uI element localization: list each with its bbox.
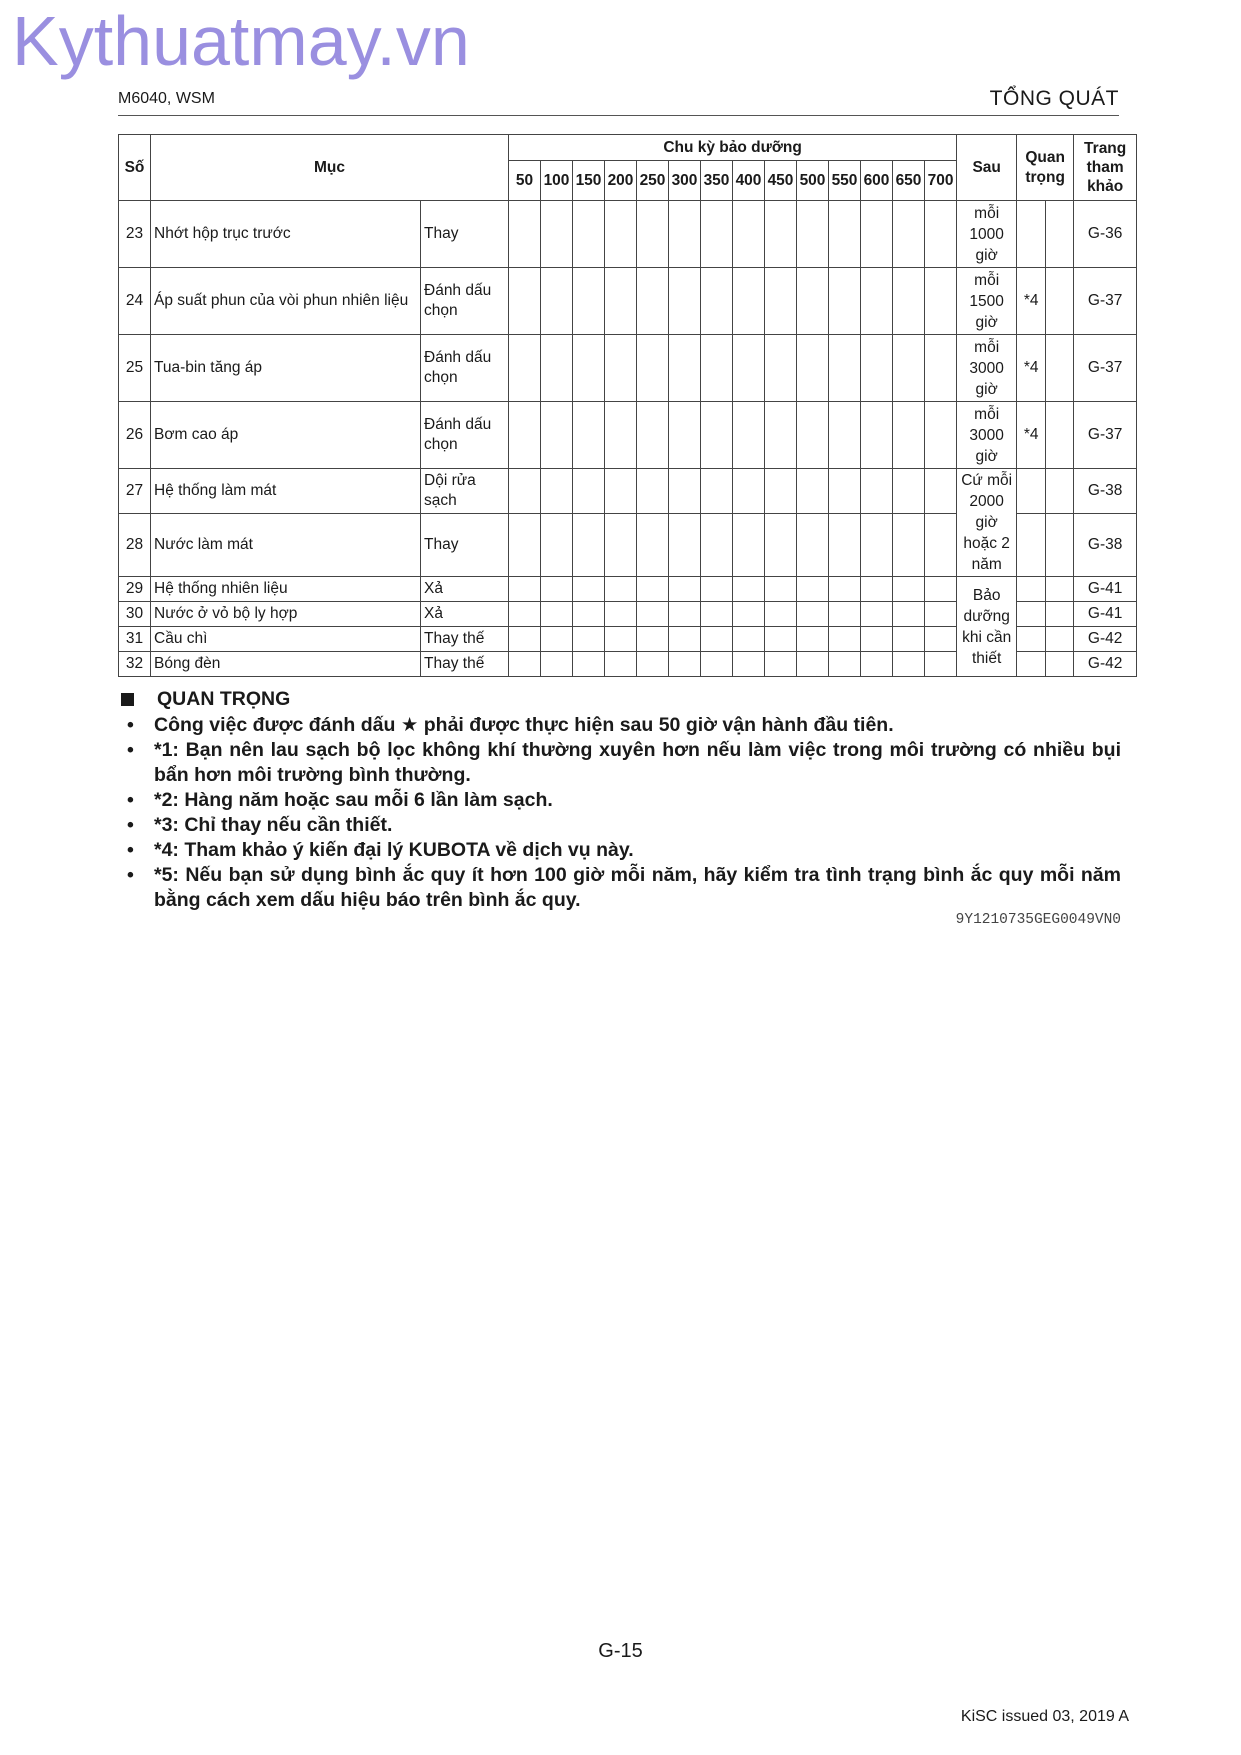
interval-header: 450	[765, 161, 797, 201]
page-number: G-15	[598, 1640, 643, 1662]
bullet-icon: •	[127, 739, 134, 761]
interval-cell	[765, 469, 797, 514]
interval-header: 50	[509, 161, 541, 201]
after-line: mỗi	[974, 405, 1000, 423]
interval-cell	[765, 514, 797, 577]
interval-cell	[541, 201, 573, 268]
interval-cell	[637, 201, 669, 268]
interval-cell	[765, 602, 797, 627]
interval-cell	[669, 268, 701, 335]
after-line: mỗi	[974, 338, 1000, 356]
interval-cell	[765, 335, 797, 402]
interval-cell	[669, 652, 701, 677]
interval-cell	[605, 402, 637, 469]
note-text: *4: Tham khảo ý kiến đại lý KUBOTA về dịch vụ này.	[154, 839, 634, 861]
bullet-icon: •	[127, 864, 134, 886]
row-important: *4	[1017, 268, 1046, 335]
after-line: 2000	[969, 493, 1004, 510]
row-after-merged	[957, 577, 1017, 677]
table-row	[119, 268, 1137, 335]
bullet-icon: •	[127, 814, 134, 836]
interval-cell	[605, 577, 637, 602]
interval-cell	[925, 469, 957, 514]
row-number: 25	[119, 335, 151, 402]
interval-cell	[893, 335, 925, 402]
interval-cell	[733, 627, 765, 652]
interval-cell	[925, 514, 957, 577]
row-action: Thay	[421, 201, 509, 268]
bullet-icon: •	[127, 839, 134, 861]
interval-cell	[733, 602, 765, 627]
row-ref: G-36	[1074, 201, 1137, 268]
interval-cell	[893, 577, 925, 602]
interval-cell	[829, 627, 861, 652]
interval-cell	[861, 602, 893, 627]
interval-cell	[765, 268, 797, 335]
table-row	[119, 469, 1137, 514]
interval-cell	[573, 652, 605, 677]
notes-title	[118, 688, 1121, 711]
header-rule	[118, 115, 1119, 116]
after-line: dưỡng	[963, 607, 1010, 625]
row-number: 31	[119, 627, 151, 652]
col-after-header: Sau	[957, 135, 1017, 201]
row-important-blank	[1046, 335, 1074, 402]
interval-cell	[701, 402, 733, 469]
note-item	[118, 863, 1121, 913]
interval-cell	[861, 577, 893, 602]
interval-cell	[605, 201, 637, 268]
interval-cell	[605, 268, 637, 335]
interval-cell	[797, 514, 829, 577]
note-item	[118, 788, 1121, 813]
interval-cell	[701, 602, 733, 627]
interval-cell	[829, 577, 861, 602]
row-item: Nhớt hộp trục trước	[151, 201, 421, 268]
interval-cell	[797, 577, 829, 602]
interval-cell	[541, 652, 573, 677]
interval-cell	[893, 268, 925, 335]
interval-cell	[797, 652, 829, 677]
document-code: 9Y1210735GEG0049VN0	[955, 912, 1121, 928]
row-item: Hệ thống nhiên liệu	[151, 577, 421, 602]
interval-cell	[605, 602, 637, 627]
interval-cell	[765, 201, 797, 268]
row-ref: G-41	[1074, 602, 1137, 627]
row-after-merged	[957, 469, 1017, 577]
note-item	[118, 813, 1121, 838]
row-number: 23	[119, 201, 151, 268]
interval-cell	[925, 201, 957, 268]
interval-cell	[829, 602, 861, 627]
interval-cell	[925, 335, 957, 402]
row-ref: G-37	[1074, 402, 1137, 469]
row-after	[957, 201, 1017, 268]
interval-cell	[701, 577, 733, 602]
interval-cell	[541, 627, 573, 652]
interval-cell	[541, 469, 573, 514]
interval-cell	[541, 514, 573, 577]
interval-cell	[573, 335, 605, 402]
row-action: Thay thế	[421, 652, 509, 677]
note-item	[118, 713, 1121, 738]
row-item: Áp suất phun của vòi phun nhiên liệu	[151, 268, 421, 335]
row-ref: G-41	[1074, 577, 1137, 602]
interval-cell	[509, 201, 541, 268]
interval-cell	[925, 652, 957, 677]
interval-cell	[509, 469, 541, 514]
table-row	[119, 201, 1137, 268]
interval-cell	[893, 201, 925, 268]
row-important	[1017, 652, 1046, 677]
interval-cell	[669, 469, 701, 514]
after-line: 1000	[969, 225, 1004, 243]
interval-cell	[509, 514, 541, 577]
interval-header: 500	[797, 161, 829, 201]
row-important-blank	[1046, 577, 1074, 602]
row-action: Đánh dấu chọn	[421, 335, 509, 402]
col-important-header	[1017, 135, 1074, 201]
row-after	[957, 268, 1017, 335]
row-action: Thay	[421, 514, 509, 577]
interval-cell	[701, 469, 733, 514]
after-line: Cứ mỗi	[961, 472, 1013, 489]
interval-header: 350	[701, 161, 733, 201]
interval-cell	[861, 652, 893, 677]
row-important-blank	[1046, 627, 1074, 652]
interval-cell	[701, 268, 733, 335]
row-important	[1017, 602, 1046, 627]
row-important-blank	[1046, 201, 1074, 268]
issued-label: KiSC issued 03, 2019 A	[960, 1708, 1129, 1725]
col-ref-line2: tham	[1086, 159, 1124, 176]
manual-code: M6040, WSM	[118, 90, 215, 107]
row-important	[1017, 514, 1046, 577]
interval-cell	[637, 627, 669, 652]
row-action: Xả	[421, 602, 509, 627]
after-line: năm	[971, 556, 1002, 573]
row-item: Hệ thống làm mát	[151, 469, 421, 514]
row-action: Xả	[421, 577, 509, 602]
interval-header: 150	[573, 161, 605, 201]
interval-cell	[669, 577, 701, 602]
row-ref: G-42	[1074, 652, 1137, 677]
interval-cell	[573, 627, 605, 652]
interval-cell	[605, 652, 637, 677]
interval-cell	[925, 402, 957, 469]
row-important-blank	[1046, 652, 1074, 677]
after-line: 1500	[969, 292, 1004, 310]
row-ref: G-37	[1074, 268, 1137, 335]
interval-header: 600	[861, 161, 893, 201]
interval-cell	[669, 627, 701, 652]
interval-cell	[637, 514, 669, 577]
row-item: Tua-bin tăng áp	[151, 335, 421, 402]
interval-cell	[861, 402, 893, 469]
row-after	[957, 335, 1017, 402]
notes-list	[118, 713, 1121, 913]
interval-cell	[765, 627, 797, 652]
interval-cell	[701, 335, 733, 402]
col-important-line2: trọng	[1025, 168, 1065, 186]
row-item: Bơm cao áp	[151, 402, 421, 469]
interval-cell	[605, 469, 637, 514]
note-item	[118, 838, 1121, 863]
interval-cell	[765, 652, 797, 677]
row-item: Nước ở vỏ bộ ly hợp	[151, 602, 421, 627]
interval-header: 700	[925, 161, 957, 201]
section-title: TỔNG QUÁT	[989, 87, 1119, 110]
col-item-header: Mục	[151, 135, 509, 201]
interval-cell	[893, 627, 925, 652]
interval-cell	[573, 577, 605, 602]
note-text: Công việc được đánh dấu ★ phải được thực hiện sau 50 giờ vận hành đầu tiên.	[154, 714, 894, 736]
interval-cell	[861, 469, 893, 514]
interval-cell	[701, 514, 733, 577]
interval-cell	[669, 402, 701, 469]
row-important-blank	[1046, 602, 1074, 627]
interval-cell	[541, 602, 573, 627]
row-after	[957, 402, 1017, 469]
row-item: Nước làm mát	[151, 514, 421, 577]
interval-cell	[797, 201, 829, 268]
interval-header: 650	[893, 161, 925, 201]
interval-cell	[637, 335, 669, 402]
row-important	[1017, 201, 1046, 268]
interval-cell	[573, 268, 605, 335]
interval-cell	[509, 268, 541, 335]
interval-cell	[637, 652, 669, 677]
col-number-header: Số	[119, 135, 151, 201]
interval-cell	[733, 402, 765, 469]
interval-cell	[605, 335, 637, 402]
interval-cell	[637, 402, 669, 469]
after-line: khi cần	[962, 628, 1012, 646]
watermark: Kythuatmay.vn	[12, 2, 470, 80]
row-number: 27	[119, 469, 151, 514]
col-important-line1: Quan	[1025, 148, 1065, 166]
interval-cell	[797, 335, 829, 402]
interval-header: 250	[637, 161, 669, 201]
row-important-blank	[1046, 402, 1074, 469]
interval-cell	[637, 602, 669, 627]
after-line: giờ	[975, 313, 998, 331]
interval-cell	[733, 201, 765, 268]
bullet-icon: •	[127, 789, 134, 811]
interval-cell	[669, 602, 701, 627]
important-notes	[118, 688, 1121, 913]
interval-cell	[509, 402, 541, 469]
interval-cell	[701, 627, 733, 652]
interval-cell	[893, 602, 925, 627]
interval-cell	[829, 469, 861, 514]
interval-header: 100	[541, 161, 573, 201]
after-line: 3000	[969, 359, 1004, 377]
interval-cell	[861, 201, 893, 268]
interval-cell	[509, 627, 541, 652]
notes-title-text: QUAN TRỌNG	[157, 688, 291, 710]
row-action: Đánh dấu chọn	[421, 268, 509, 335]
interval-cell	[701, 652, 733, 677]
interval-cell	[541, 335, 573, 402]
interval-cell	[797, 627, 829, 652]
row-important-blank	[1046, 469, 1074, 514]
note-item	[118, 738, 1121, 788]
interval-cell	[605, 514, 637, 577]
interval-cell	[829, 514, 861, 577]
row-number: 32	[119, 652, 151, 677]
interval-cell	[509, 652, 541, 677]
interval-cell	[509, 602, 541, 627]
interval-cell	[733, 514, 765, 577]
interval-cell	[637, 469, 669, 514]
note-text: *3: Chỉ thay nếu cần thiết.	[154, 814, 393, 836]
row-important	[1017, 627, 1046, 652]
interval-cell	[829, 268, 861, 335]
interval-cell	[829, 652, 861, 677]
interval-cell	[637, 577, 669, 602]
interval-cell	[541, 577, 573, 602]
interval-header: 300	[669, 161, 701, 201]
interval-cell	[669, 335, 701, 402]
interval-cell	[797, 469, 829, 514]
after-line: thiết	[972, 649, 1002, 667]
col-cycle-header: Chu kỳ bảo dưỡng	[509, 135, 957, 161]
bullet-icon: •	[127, 714, 134, 736]
row-number: 30	[119, 602, 151, 627]
interval-cell	[573, 402, 605, 469]
row-item: Cầu chì	[151, 627, 421, 652]
interval-cell	[829, 402, 861, 469]
interval-cell	[893, 469, 925, 514]
maintenance-table	[118, 134, 1137, 677]
interval-cell	[797, 402, 829, 469]
interval-cell	[573, 514, 605, 577]
interval-cell	[669, 201, 701, 268]
square-bullet-icon	[121, 693, 134, 706]
after-line: giờ	[975, 380, 998, 398]
interval-cell	[733, 268, 765, 335]
interval-cell	[893, 514, 925, 577]
interval-cell	[573, 602, 605, 627]
interval-cell	[861, 268, 893, 335]
row-important: *4	[1017, 335, 1046, 402]
row-number: 29	[119, 577, 151, 602]
interval-cell	[797, 602, 829, 627]
interval-cell	[733, 335, 765, 402]
col-ref-line1: Trang	[1084, 140, 1127, 157]
after-line: giờ	[975, 246, 998, 264]
after-line: 3000	[969, 426, 1004, 444]
row-number: 26	[119, 402, 151, 469]
interval-cell	[509, 335, 541, 402]
interval-cell	[829, 335, 861, 402]
interval-cell	[797, 268, 829, 335]
note-text: *5: Nếu bạn sử dụng bình ắc quy ít hơn 100 giờ mỗi năm, hãy kiểm tra tình trạng bình ắc quy mỗi năm bằng cách xem dấu hiệu báo trên bình ắc quy.	[154, 864, 1121, 911]
after-line: mỗi	[974, 204, 1000, 222]
after-line: giờ	[975, 514, 998, 531]
row-important-blank	[1046, 268, 1074, 335]
interval-cell	[669, 514, 701, 577]
interval-cell	[701, 201, 733, 268]
row-important	[1017, 577, 1046, 602]
interval-cell	[765, 402, 797, 469]
note-text: *1: Bạn nên lau sạch bộ lọc không khí thường xuyên hơn nếu làm việc trong môi trường có nhiều bụi bẩn hơn môi trường bình thường.	[154, 739, 1121, 786]
col-ref-line3: khảo	[1087, 178, 1124, 195]
after-line: hoặc 2	[963, 535, 1010, 552]
after-line: mỗi	[974, 271, 1000, 289]
row-ref: G-38	[1074, 469, 1137, 514]
interval-cell	[765, 577, 797, 602]
table-row	[119, 335, 1137, 402]
row-action: Thay thế	[421, 627, 509, 652]
row-item: Bóng đèn	[151, 652, 421, 677]
interval-cell	[861, 335, 893, 402]
row-action: Dội rửa sạch	[421, 469, 509, 514]
row-important: *4	[1017, 402, 1046, 469]
interval-cell	[829, 201, 861, 268]
interval-cell	[893, 402, 925, 469]
interval-header: 550	[829, 161, 861, 201]
interval-cell	[861, 514, 893, 577]
interval-cell	[861, 627, 893, 652]
row-number: 24	[119, 268, 151, 335]
interval-cell	[541, 402, 573, 469]
col-ref-header	[1074, 135, 1137, 201]
interval-cell	[573, 201, 605, 268]
row-ref: G-38	[1074, 514, 1137, 577]
interval-cell	[733, 577, 765, 602]
row-important	[1017, 469, 1046, 514]
interval-cell	[925, 602, 957, 627]
row-important-blank	[1046, 514, 1074, 577]
interval-cell	[637, 268, 669, 335]
interval-cell	[925, 627, 957, 652]
after-line: giờ	[975, 447, 998, 465]
table-row	[119, 577, 1137, 602]
interval-cell	[541, 268, 573, 335]
interval-cell	[605, 627, 637, 652]
interval-cell	[509, 577, 541, 602]
interval-cell	[925, 268, 957, 335]
note-text: *2: Hàng năm hoặc sau mỗi 6 lần làm sạch.	[154, 789, 553, 811]
row-action: Đánh dấu chọn	[421, 402, 509, 469]
after-line: Bảo	[972, 586, 1001, 604]
row-ref: G-37	[1074, 335, 1137, 402]
interval-cell	[893, 652, 925, 677]
interval-header: 200	[605, 161, 637, 201]
interval-header: 400	[733, 161, 765, 201]
interval-cell	[573, 469, 605, 514]
interval-cell	[733, 652, 765, 677]
interval-cell	[925, 577, 957, 602]
row-ref: G-42	[1074, 627, 1137, 652]
row-number: 28	[119, 514, 151, 577]
interval-cell	[733, 469, 765, 514]
table-row	[119, 402, 1137, 469]
